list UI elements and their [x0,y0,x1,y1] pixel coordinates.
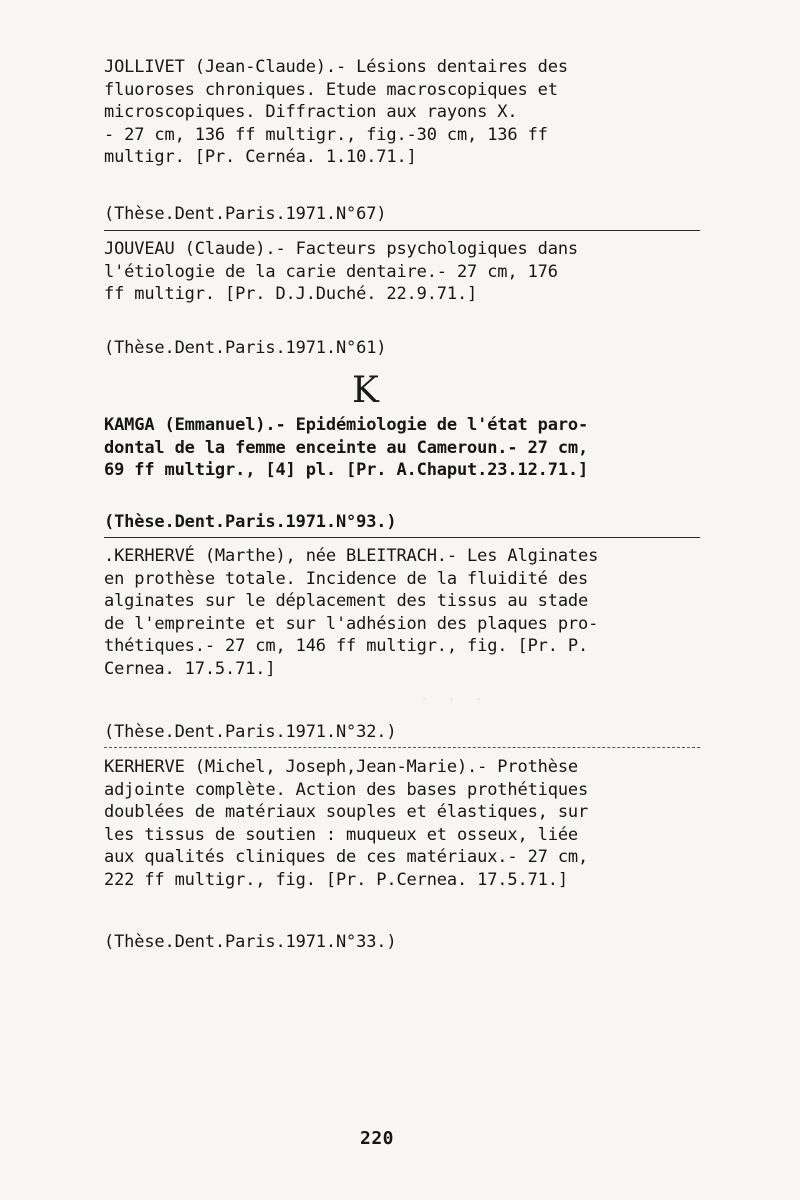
entry-line: l'étiologie de la carie dentaire.- 27 cm, 176 [104,261,558,282]
entry-line: Cernea. 17.5.71.] [104,658,276,679]
divider [104,230,700,231]
entry-line: les tissus de soutien : muqueux et osseux, liée [104,824,578,845]
entry-line: adjointe complète. Action des bases prothétiques [104,779,589,800]
entry-source: (Thèse.Dent.Paris.1971.N°67) [104,204,387,224]
entry-line: en prothèse totale. Incidence de la fluidité des [104,568,589,589]
entry-line: JOUVEAU (Claude).- Facteurs psychologiques dans [104,239,578,259]
bleed-through: · · · [420,690,484,708]
entry-kerherve-marthe [104,545,704,680]
entry-line: de l'empreinte et sur l'adhésion des plaques pro- [104,613,599,634]
section-letter: K [352,370,379,411]
entry-line: thétiques.- 27 cm, 146 ff multigr., fig. [Pr. P. [104,636,589,656]
entry-source: (Thèse.Dent.Paris.1971.N°93.) [104,512,397,532]
entry-line: 69 ff multigr., [4] pl. [Pr. A.Chaput.23.12.71.] [104,460,589,480]
entry-source: (Thèse.Dent.Paris.1971.N°32.) [104,722,397,742]
entry-line: doublées de matériaux souples et élastiques, sur [104,802,589,822]
entry-line: KAMGA (Emmanuel).- Epidémiologie de l'état paro- [104,415,589,435]
entry-line: dontal de la femme enceinte au Cameroun.- 27 cm, [104,437,589,458]
divider [104,747,700,748]
entry-line: JOLLIVET (Jean-Claude).- Lésions dentaires des [104,57,568,77]
entry-line: ff multigr. [Pr. D.J.Duché. 22.9.71.] [104,284,478,304]
entry-line: microscopiques. Diffraction aux rayons X. [104,102,518,122]
entry-jouveau [104,238,704,306]
entry-line: .KERHERVÉ (Marthe), née BLEITRACH.- Les Alginates [104,546,599,566]
entry-line: multigr. [Pr. Cernéa. 1.10.71.] [104,147,417,167]
entry-kamga [104,414,704,482]
entry-line: aux qualités cliniques de ces matériaux.- 27 cm, [104,847,589,867]
page-number: 220 [360,1128,395,1149]
entry-line: KERHERVE (Michel, Joseph,Jean-Marie).- Prothèse [104,757,578,777]
entry-line: alginates sur le déplacement des tissus au stade [104,591,589,611]
entry-source: (Thèse.Dent.Paris.1971.N°61) [104,338,387,358]
entry-source: (Thèse.Dent.Paris.1971.N°33.) [104,932,397,952]
divider [104,537,700,538]
entry-line: - 27 cm, 136 ff multigr., fig.-30 cm, 136 ff [104,124,548,145]
entry-line: 222 ff multigr., fig. [Pr. P.Cernea. 17.5.71.] [104,869,568,890]
entry-jollivet [104,56,704,169]
entry-kerherve-michel [104,756,704,891]
entry-line: fluoroses chroniques. Etude macroscopiques et [104,79,558,100]
